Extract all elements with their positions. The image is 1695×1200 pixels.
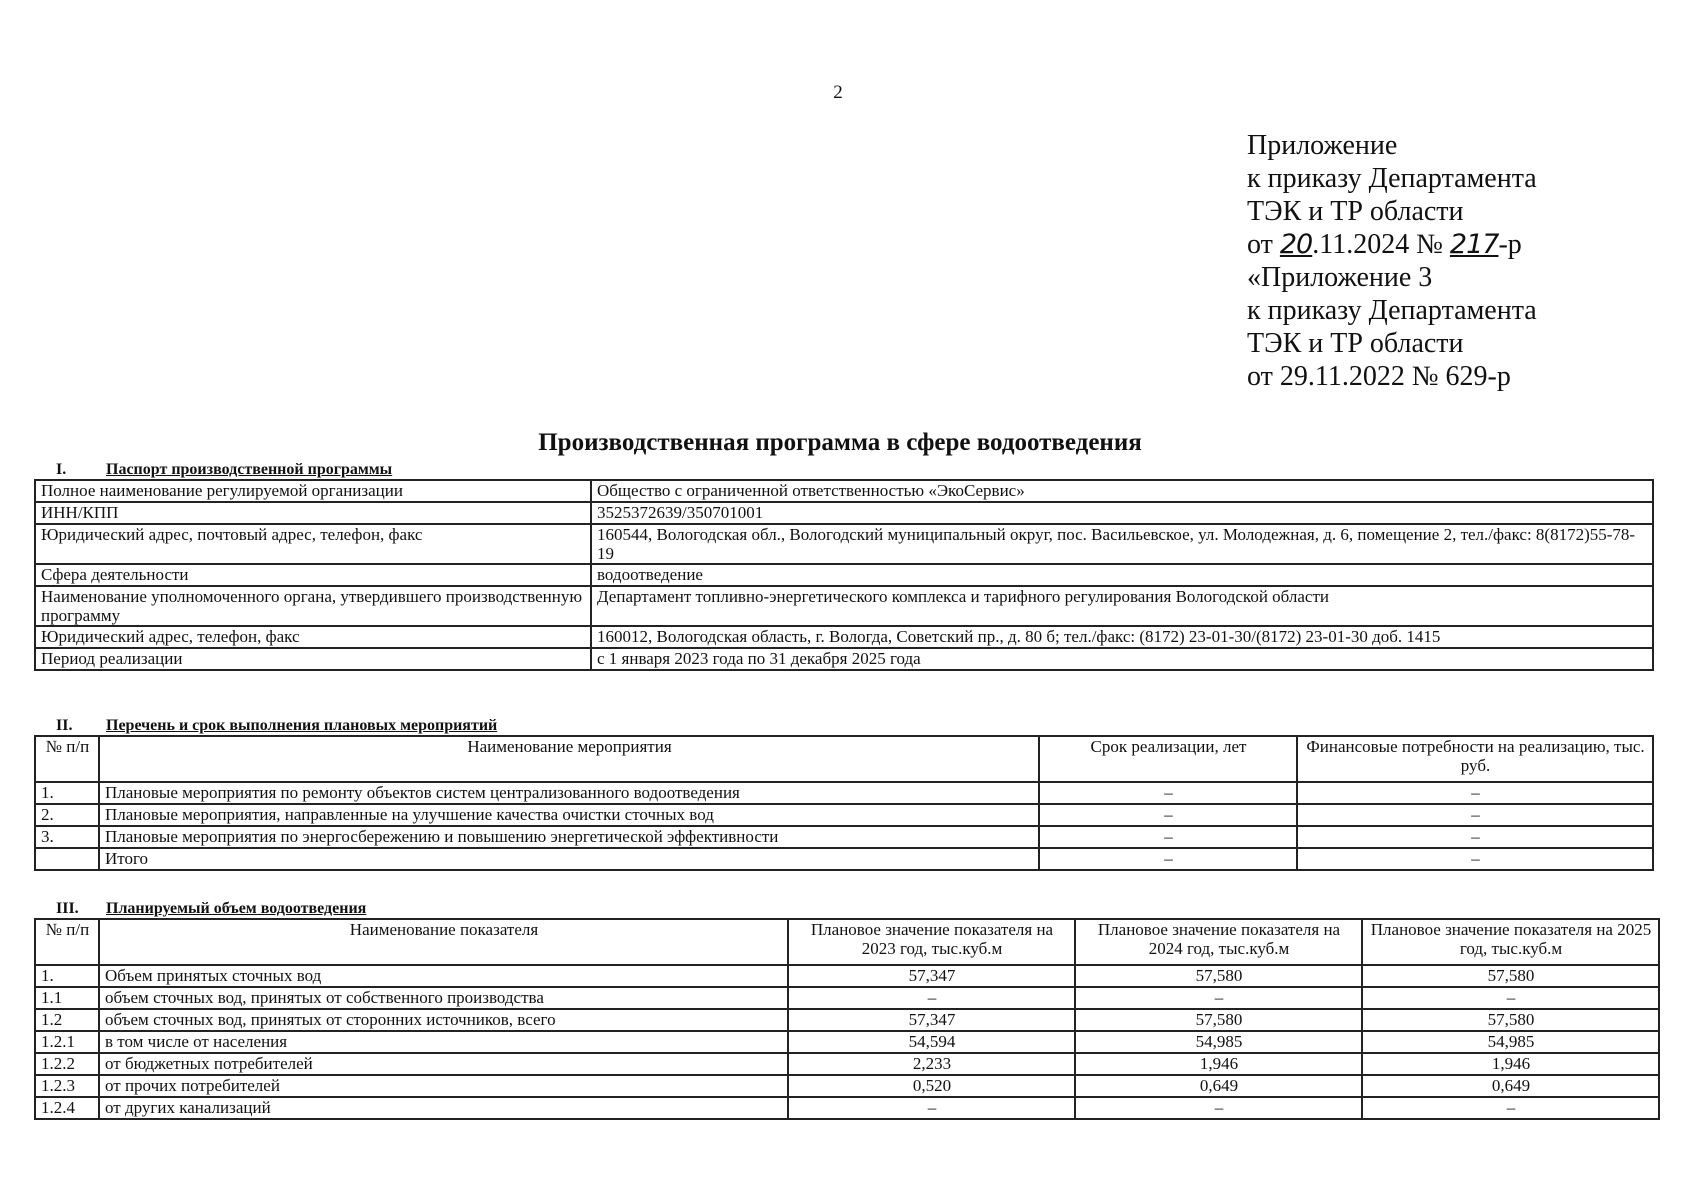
row-name: Плановые мероприятия по энергосбережению и повышению энергетической эффективности: [99, 826, 1039, 848]
table-row: [35, 804, 1653, 826]
column-header: № п/п: [35, 736, 99, 782]
row-name: Итого: [99, 848, 1039, 870]
row-num: [35, 848, 99, 870]
row-name: объем сточных вод, принятых от сторонних источников, всего: [99, 1009, 788, 1031]
row-term: –: [1039, 782, 1297, 804]
value-2023: –: [788, 987, 1075, 1009]
column-header: Плановое значение показателя на 2025 год, тыс.куб.м: [1362, 919, 1659, 965]
measures-table: [34, 735, 1654, 871]
value-2023: 2,233: [788, 1053, 1075, 1075]
row-name: объем сточных вод, принятых от собственного производства: [99, 987, 788, 1009]
passport-value: 3525372639/350701001: [591, 502, 1653, 524]
row-name: от бюджетных потребителей: [99, 1053, 788, 1075]
appendix-line: ТЭК и ТР области: [1247, 328, 1464, 359]
passport-label: Юридический адрес, телефон, факс: [35, 626, 591, 648]
value-2024: 54,985: [1075, 1031, 1362, 1053]
table-row: [35, 524, 1653, 564]
passport-table: [34, 479, 1654, 671]
passport-value: Департамент топливно-энергетического комплекса и тарифного регулирования Вологодской области: [591, 586, 1653, 626]
row-finance: –: [1297, 804, 1653, 826]
row-finance: –: [1297, 826, 1653, 848]
value-2025: 57,580: [1362, 965, 1659, 987]
table-header-row: [35, 736, 1653, 782]
passport-label: ИНН/КПП: [35, 502, 591, 524]
row-num: 1.2: [35, 1009, 99, 1031]
row-num: 1.1: [35, 987, 99, 1009]
passport-value: 160544, Вологодская обл., Вологодский муниципальный округ, пос. Васильевское, ул. Молодежная, д. 6, помещение 2, тел./факс: 8(8172)55-78-19: [591, 524, 1653, 564]
value-2025: 54,985: [1362, 1031, 1659, 1053]
handwritten-number: 217: [1449, 229, 1499, 260]
column-header: Наименование показателя: [99, 919, 788, 965]
value-2025: –: [1362, 987, 1659, 1009]
table-row: [35, 648, 1653, 670]
row-name: Плановые мероприятия по ремонту объектов систем централизованного водоотведения: [99, 782, 1039, 804]
table-row: [35, 848, 1653, 870]
row-term: –: [1039, 804, 1297, 826]
table-row: [35, 826, 1653, 848]
table-row: [35, 965, 1659, 987]
table-row: [35, 480, 1653, 502]
value-2023: 57,347: [788, 965, 1075, 987]
value-2024: 57,580: [1075, 1009, 1362, 1031]
value-2024: 0,649: [1075, 1075, 1362, 1097]
page-title: Производственная программа в сфере водоотведения: [538, 429, 1142, 456]
row-num: 3.: [35, 826, 99, 848]
column-header: Срок реализации, лет: [1039, 736, 1297, 782]
passport-label: Период реализации: [35, 648, 591, 670]
section-2-heading: II. Перечень и срок выполнения плановых мероприятий: [56, 717, 498, 734]
table-row: [35, 987, 1659, 1009]
value-2023: 54,594: [788, 1031, 1075, 1053]
value-2023: –: [788, 1097, 1075, 1119]
appendix-order-prefix: от: [1247, 229, 1280, 260]
value-2024: –: [1075, 987, 1362, 1009]
appendix-line: «Приложение 3: [1247, 262, 1433, 293]
passport-value: водоотведение: [591, 564, 1653, 586]
column-header: Финансовые потребности на реализацию, тыс. руб.: [1297, 736, 1653, 782]
row-name: Плановые мероприятия, направленные на улучшение качества очистки сточных вод: [99, 804, 1039, 826]
table-row: [35, 586, 1653, 626]
row-name: от прочих потребителей: [99, 1075, 788, 1097]
column-header: № п/п: [35, 919, 99, 965]
value-2023: 0,520: [788, 1075, 1075, 1097]
appendix-line: к приказу Департамента: [1247, 163, 1537, 194]
appendix-line: Приложение: [1247, 130, 1398, 161]
appendix-line: от 29.11.2022 № 629-р: [1247, 361, 1511, 392]
appendix-line: к приказу Департамента: [1247, 295, 1537, 326]
volume-table: [34, 918, 1660, 1120]
value-2025: 57,580: [1362, 1009, 1659, 1031]
value-2025: –: [1362, 1097, 1659, 1119]
table-row: [35, 502, 1653, 524]
section-3-heading: III. Планируемый объем водоотведения: [56, 900, 367, 917]
value-2025: 1,946: [1362, 1053, 1659, 1075]
passport-value: 160012, Вологодская область, г. Вологда, Советский пр., д. 80 б; тел./факс: (8172) 23-01-30/(8172) 23-01-30 доб. 1415: [591, 626, 1653, 648]
row-num: 1.2.1: [35, 1031, 99, 1053]
row-finance: –: [1297, 782, 1653, 804]
value-2024: 1,946: [1075, 1053, 1362, 1075]
appendix-order-line: [1247, 228, 1537, 261]
table-row: [35, 1031, 1659, 1053]
table-row: [35, 782, 1653, 804]
value-2024: –: [1075, 1097, 1362, 1119]
row-num: 1.2.2: [35, 1053, 99, 1075]
passport-label: Полное наименование регулируемой организации: [35, 480, 591, 502]
table-row: [35, 1075, 1659, 1097]
table-row: [35, 626, 1653, 648]
passport-value: с 1 января 2023 года по 31 декабря 2025 года: [591, 648, 1653, 670]
table-row: [35, 1097, 1659, 1119]
appendix-line: ТЭК и ТР области: [1247, 196, 1464, 227]
passport-label: Наименование уполномоченного органа, утвердившего производственную программу: [35, 586, 591, 626]
row-name: Объем принятых сточных вод: [99, 965, 788, 987]
appendix-order-suffix: -р: [1498, 229, 1522, 260]
row-num: 1.: [35, 965, 99, 987]
section-1-heading: I. Паспорт производственной программы: [56, 461, 393, 478]
row-name: в том числе от населения: [99, 1031, 788, 1053]
appendix-order-mid: .11.2024 №: [1312, 229, 1450, 260]
value-2025: 0,649: [1362, 1075, 1659, 1097]
value-2024: 57,580: [1075, 965, 1362, 987]
passport-label: Сфера деятельности: [35, 564, 591, 586]
column-header: Наименование мероприятия: [99, 736, 1039, 782]
row-num: 2.: [35, 804, 99, 826]
column-header: Плановое значение показателя на 2023 год, тыс.куб.м: [788, 919, 1075, 965]
page-number: 2: [833, 82, 843, 103]
value-2023: 57,347: [788, 1009, 1075, 1031]
row-num: 1.2.4: [35, 1097, 99, 1119]
passport-label: Юридический адрес, почтовый адрес, телефон, факс: [35, 524, 591, 564]
column-header: Плановое значение показателя на 2024 год, тыс.куб.м: [1075, 919, 1362, 965]
appendix-block: [1247, 129, 1537, 393]
table-header-row: [35, 919, 1659, 965]
table-row: [35, 1009, 1659, 1031]
table-row: [35, 1053, 1659, 1075]
row-num: 1.: [35, 782, 99, 804]
row-num: 1.2.3: [35, 1075, 99, 1097]
row-name: от других канализаций: [99, 1097, 788, 1119]
handwritten-day: 20: [1279, 229, 1313, 260]
row-term: –: [1039, 848, 1297, 870]
table-row: [35, 564, 1653, 586]
row-finance: –: [1297, 848, 1653, 870]
row-term: –: [1039, 826, 1297, 848]
passport-value: Общество с ограниченной ответственностью «ЭкоСервис»: [591, 480, 1653, 502]
